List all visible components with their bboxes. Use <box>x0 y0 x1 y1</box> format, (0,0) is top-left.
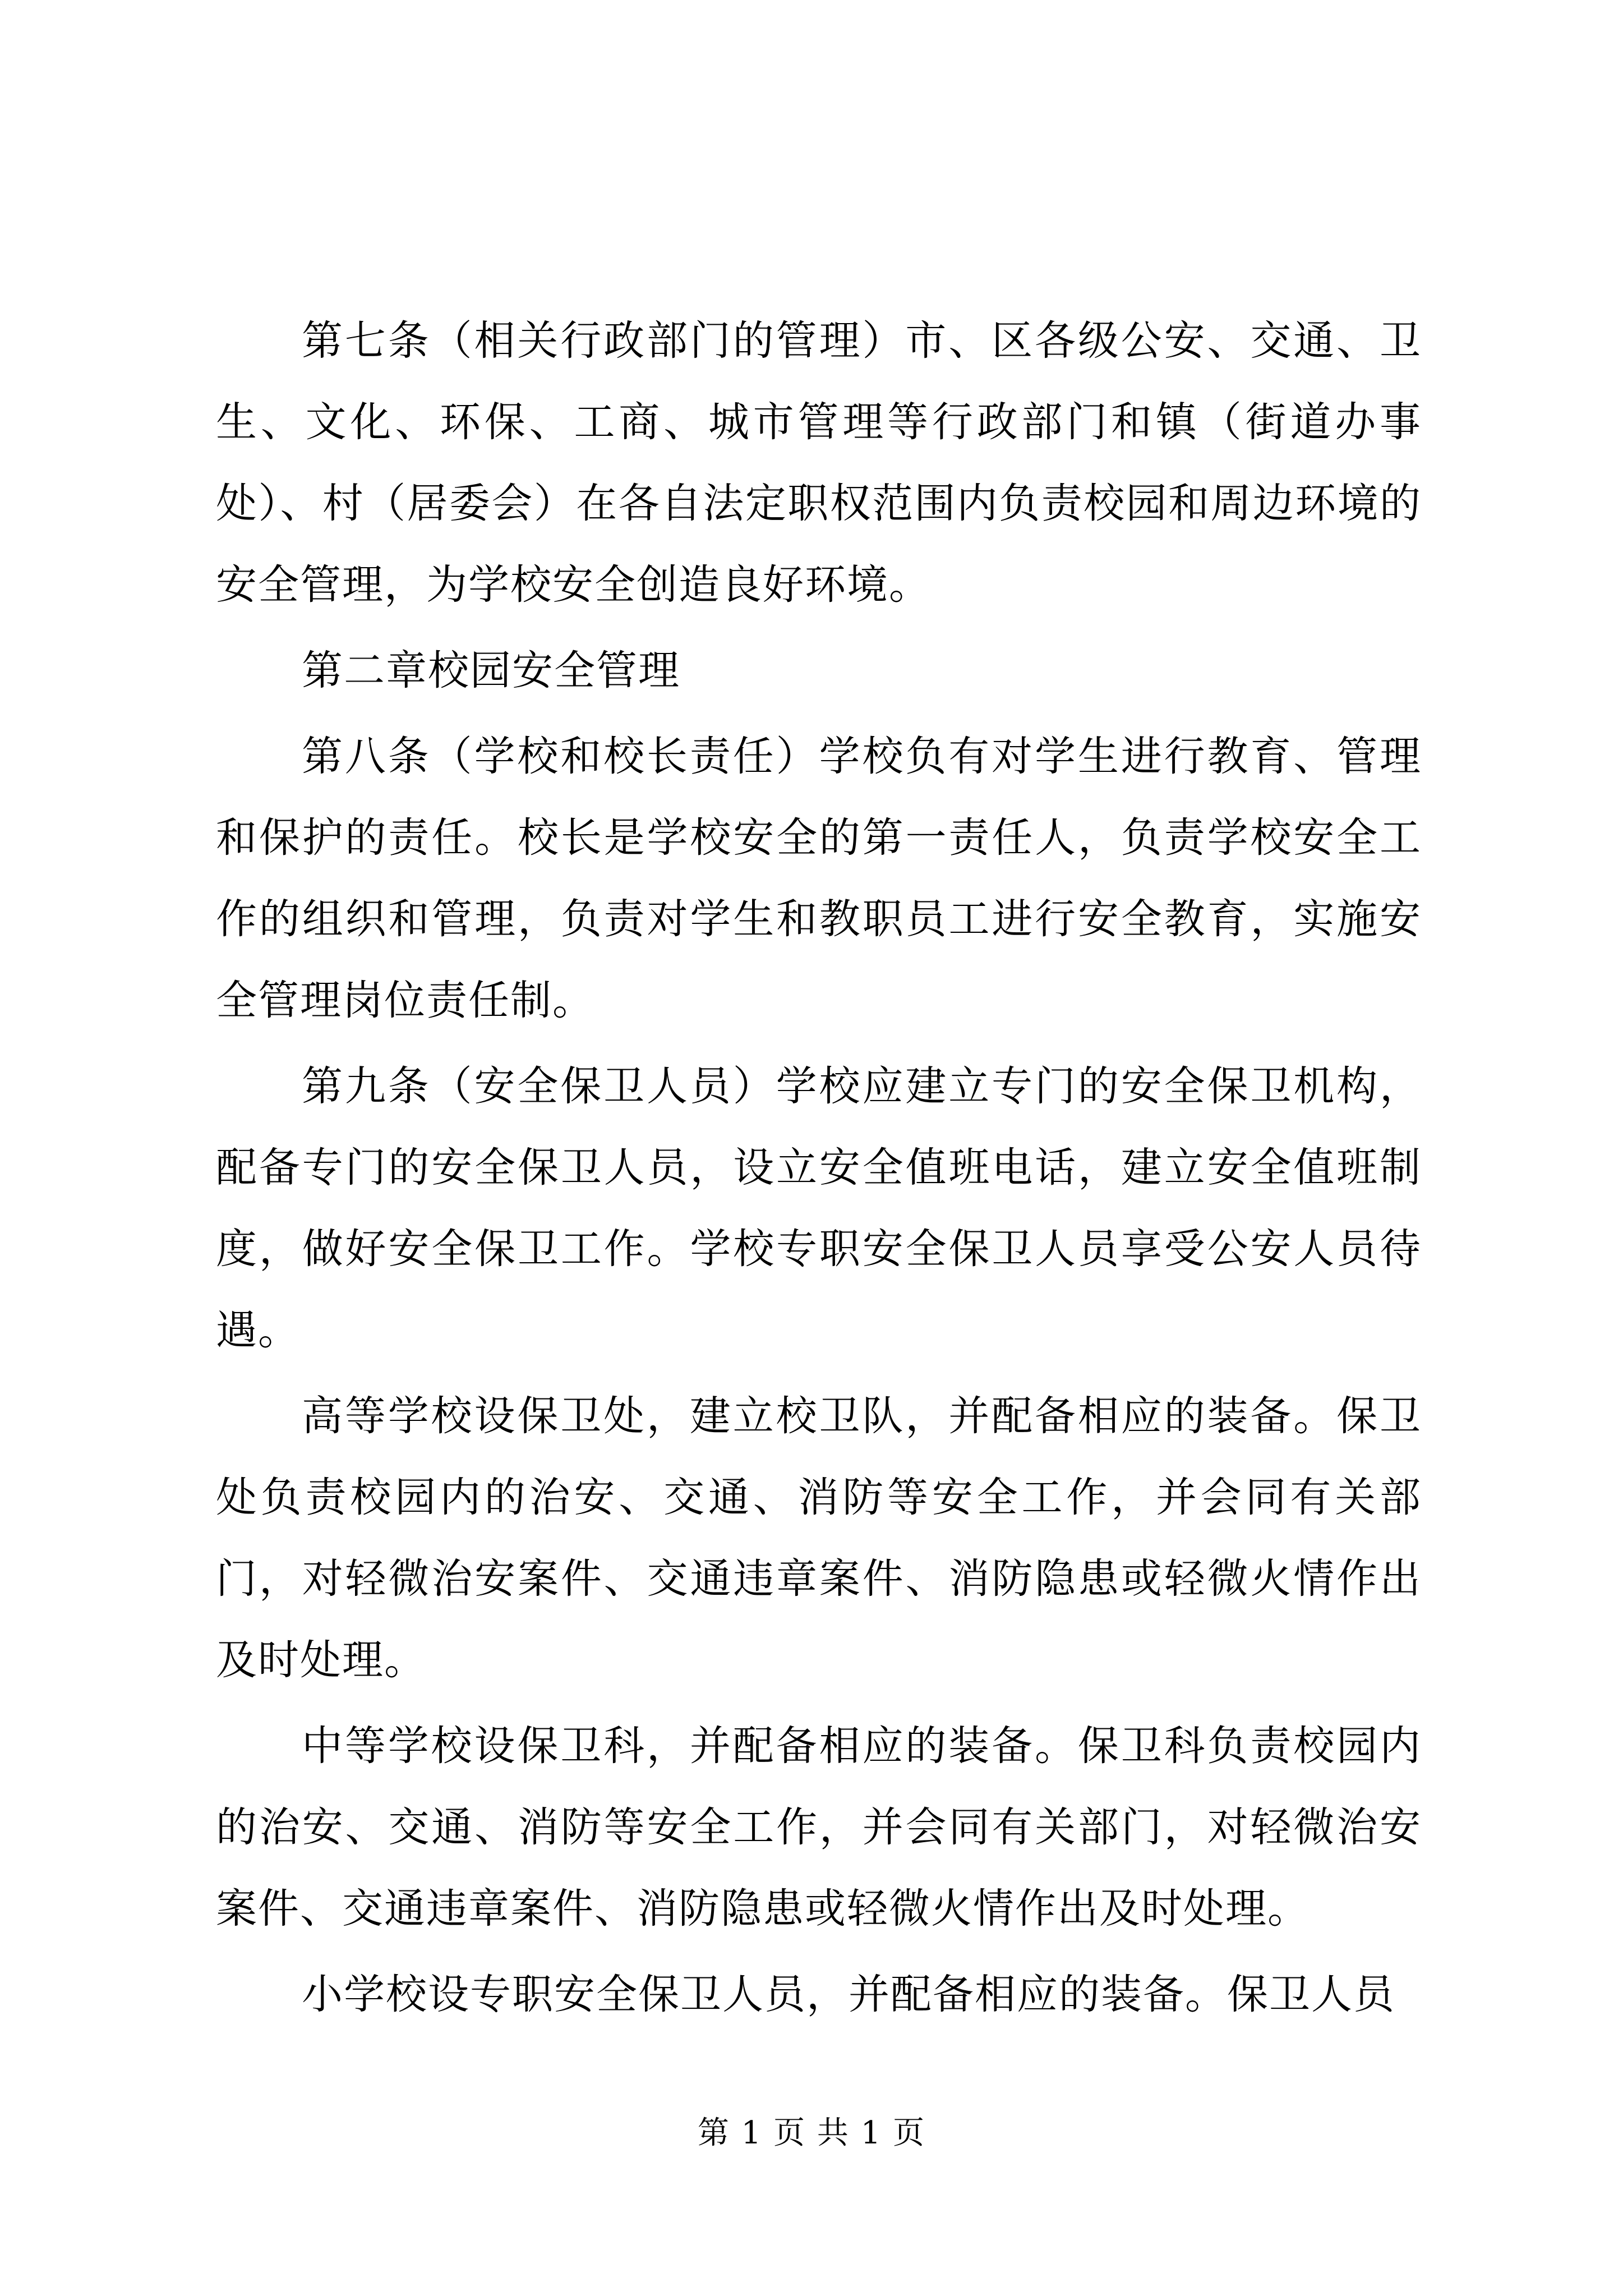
document-body <box>216 300 1422 2035</box>
paragraph-article-8: 第八条（学校和校长责任）学校负有对学生进行教育、管理和保护的责任。校长是学校安全的第一责任人，负责学校安全工作的组织和管理，负责对学生和教职员工进行安全教育，实施安全管理岗位责任制。 <box>216 733 1422 1024</box>
paragraph-article-9: 第九条（安全保卫人员）学校应建立专门的安全保卫机构，配备专门的安全保卫人员，设立安全值班电话，建立安全值班制度，做好安全保卫工作。学校专职安全保卫人员享受公安人员待遇。 <box>216 1062 1422 1354</box>
paragraph-primary-schools: 小学校设专职安全保卫人员，并配备相应的装备。保卫人员 <box>302 1971 1395 2018</box>
paragraph-higher-schools: 高等学校设保卫处，建立校卫队，并配备相应的装备。保卫处负责校园内的治安、交通、消防等安全工作，并会同有关部门，对轻微治安案件、交通违章案件、消防隐患或轻微火情作出及时处理。 <box>216 1392 1422 1684</box>
chapter-heading: 第二章校园安全管理 <box>302 647 680 694</box>
paragraph-secondary-schools: 中等学校设保卫科，并配备相应的装备。保卫科负责校园内的治安、交通、消防等安全工作，并会同有关部门，对轻微治安案件、交通违章案件、消防隐患或轻微火情作出及时处理。 <box>216 1722 1422 1932</box>
page-number-footer: 第 1 页 共 1 页 <box>697 2115 926 2151</box>
paragraph-article-7: 第七条（相关行政部门的管理）市、区各级公安、交通、卫生、文化、环保、工商、城市管理等行政部门和镇（街道办事处）、村（居委会）在各自法定职权范围内负责校园和周边环境的安全管理，为学校安全创造良好环境。 <box>216 317 1422 609</box>
